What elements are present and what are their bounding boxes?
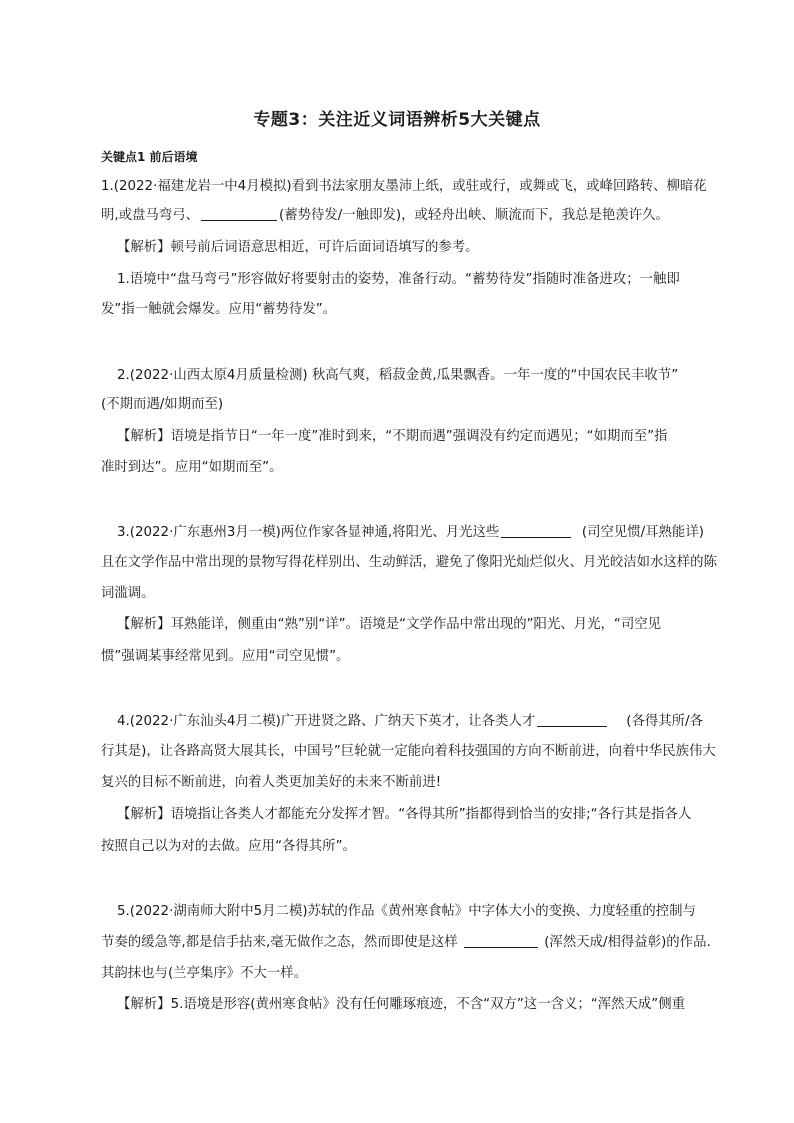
question-4-line-2: 行其是)，让各路高贤大展其长，中国号”巨轮就一定能向着科技强国的方向不断前进，向着中华民族伟大 — [101, 744, 716, 759]
analysis-label: 【解析】 — [117, 617, 171, 632]
question-5-text-before-blank: 节奏的缓急等,都是信手拈来,毫无做作之态，然而即使是这样 — [101, 935, 458, 950]
question-3-text-after-blank: (司空见惯/耳熟能详) — [581, 525, 704, 540]
question-4-line-1 — [117, 712, 757, 732]
question-3-line-1 — [117, 523, 757, 543]
question-2-analysis-line-2: 准时到达”。应用“如期而至”。 — [101, 460, 283, 475]
section-heading: 关键点1 前后语境 — [101, 150, 198, 164]
question-5-blank — [464, 933, 538, 948]
question-4-text-before-blank: 4.(2022·广东汕头4月二模)广开进贤之路、广纳天下英才，让各类人才 — [117, 714, 536, 729]
question-3-line-3: 词滥调。 — [101, 586, 155, 601]
question-3-blank — [501, 523, 571, 538]
question-5-analysis-line-1 — [117, 995, 757, 1015]
question-3-text-before-blank: 3.(2022·广东惠州3月一模)两位作家各显神通,将阳光、月光这些 — [117, 525, 500, 540]
question-2-line-1: 2.(2022·山西太原4月质量检测) 秋高气爽，稻菽金黄,瓜果飘香。一年一度的“中国农民丰收节” — [117, 368, 679, 383]
question-3-analysis-line-1 — [117, 615, 757, 635]
question-1-line-2 — [101, 206, 741, 226]
analysis-label: 【解析】 — [117, 429, 171, 444]
question-1-analysis — [117, 238, 757, 258]
question-5-text-after-blank: (浑然天成/相得益彰)的作品. — [544, 935, 711, 950]
question-5-line-3: 其韵抹也与(兰亭集序》不大一样。 — [101, 966, 308, 981]
analysis-label: 【解析】 — [117, 240, 171, 255]
question-1-blank — [201, 206, 277, 221]
analysis-label: 【解析】 — [117, 997, 171, 1012]
question-3-analysis-line-2: 惯”强调某事经常见到。应用“司空见惯”。 — [101, 649, 350, 664]
analysis-text: 顿号前后词语意思相近，可许后面词语填写的参考。 — [170, 240, 479, 255]
question-1-detail-line-1: 1.语境中“盘马弯弓”形容做好将要射击的姿势，准备行动。“蓄势待发”指随时准备进攻；一触即 — [117, 272, 680, 287]
question-4-blank — [537, 712, 607, 727]
question-1-line-1: 1.(2022·福建龙岩一中4月模拟)看到书法家朋友墨沛上纸，或驻或行，或舞或飞，或峰回路转、柳暗花 — [101, 179, 707, 194]
question-3-line-2: 且在文学作品中常出现的景物写得花样别出、生动鲜活，避免了像阳光灿烂似火、月光皎洁如水这样的陈 — [101, 555, 717, 570]
question-5-line-1: 5.(2022·湖南师大附中5月二模)苏轼的作品《黄州寒食帖》中字体大小的变换、力度轻重的控制与 — [117, 904, 696, 919]
question-2-line-2: (不期而遇/如期而至) — [101, 397, 224, 412]
analysis-text: 语境是指节日“一年一度”准时到来，“不期而遇”强调没有约定而遇见；“如期而至”指 — [170, 429, 668, 444]
question-1-detail-line-2: 发”指一触就会爆发。应用“蓄势待发”。 — [101, 302, 337, 317]
question-4-analysis-line-1 — [117, 805, 757, 825]
analysis-label: 【解析】 — [117, 807, 171, 822]
question-2-analysis-line-1 — [117, 427, 757, 447]
question-4-analysis-line-2: 按照自己以为对的去做。应用“各得其所”。 — [101, 839, 356, 854]
question-4-line-3: 复兴的目标不断前进，向着人类更加美好的未来不断前进! — [101, 775, 442, 790]
question-1-text-before-blank: 明,或盘马弯弓、 — [101, 208, 199, 223]
analysis-text: 耳熟能详，侧重由“熟”别“详”。语境是“文学作品中常出现的”阳光、月光，“司空见 — [170, 617, 662, 632]
analysis-text: 5.语境是形容(黄州寒食帖》没有任何雕琢痕迹，不含“双方”这一含义；“浑然天成”侧重 — [170, 997, 685, 1012]
analysis-text: 语境指让各类人才都能充分发挥才智。“各得其所”指都得到恰当的安排;“各行其是指各人 — [170, 807, 692, 822]
question-5-line-2 — [101, 933, 741, 953]
question-4-text-after-blank: (各得其所/各 — [626, 714, 703, 729]
page-title: 专题3：关注近义词语辨析5大关键点 — [253, 110, 541, 130]
question-1-text-after-blank: (蓄势待发/一触即发)，或轻舟出峡、顺流而下，我总是艳羡许久。 — [279, 208, 669, 223]
